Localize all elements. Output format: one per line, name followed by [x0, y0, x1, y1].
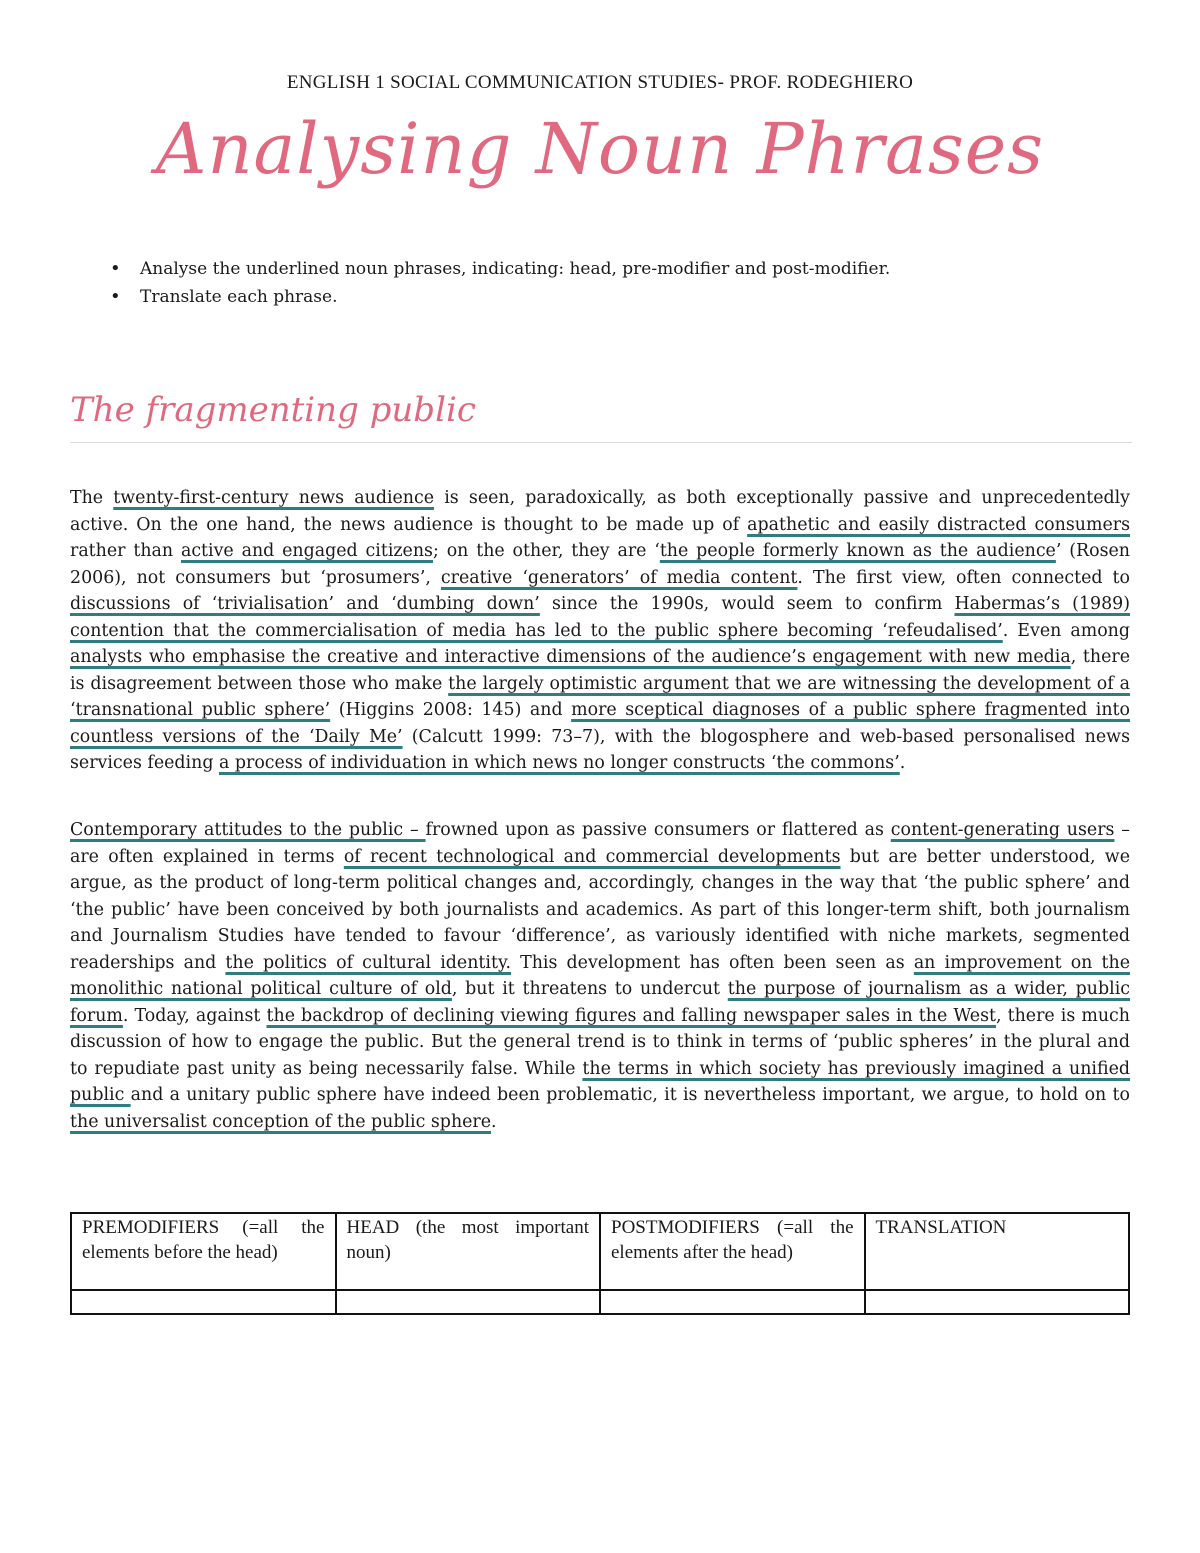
- paragraph-text: . The first view, often connected to: [797, 567, 1130, 588]
- instruction-item: • Translate each phrase.: [100, 283, 890, 311]
- paragraph-text: .: [899, 753, 906, 773]
- paragraph-text: , but it threatens to undercut: [451, 979, 728, 999]
- underlined-noun-phrase: the universalist conception of the public sphere: [70, 1111, 492, 1132]
- table-header-row: [71, 1213, 1129, 1290]
- underlined-noun-phrase: discussions of ‘trivialisation’ and ‘dumbing down’: [70, 594, 540, 614]
- underlined-noun-phrase: analysts who emphasise the creative and interactive dimensions of the audience’s engagement with new media: [70, 647, 1071, 667]
- underlined-noun-phrase: apathetic and easily distracted consumers: [747, 514, 1130, 535]
- page-title: Analysing Noun Phrases: [155, 108, 1045, 190]
- paragraph-text: This development has often been seen as: [510, 952, 914, 973]
- paragraph-text: – are often explained in terms: [70, 820, 1130, 867]
- paragraph-text: , there is disagreement between those who make: [70, 647, 1130, 694]
- underlined-noun-phrase: the terms in which society has previously imagined a unified public: [70, 1058, 1130, 1105]
- underlined-noun-phrase: twenty-first-century news audience: [113, 488, 435, 508]
- paragraph-text: . Even among: [1002, 620, 1130, 641]
- underlined-noun-phrase: the politics of cultural identity.: [225, 952, 511, 973]
- paragraph-text: but are better understood, we argue, as the product of long-term political changes and, accordingly, changes in the way that ‘the public sphere’ and ‘the public’ have been conceived by both journalists and academics. As part of this longer-term shift, both journalism and Journalism Studies have tended to favour ‘difference’, as variously identified with niche markets, segmented readerships and: [70, 846, 1130, 973]
- section-divider: [70, 442, 1132, 443]
- paragraph-text: and a unitary public sphere have indeed been problematic, it is nevertheless important, we argue, to hold on to: [130, 1085, 1131, 1105]
- instruction-item: • Analyse the underlined noun phrases, indicating: head, pre-modifier and post-modifier.: [100, 255, 890, 283]
- paragraph-text: is seen, paradoxically, as both exceptionally passive and unprecedentedly active. On the one hand, the news audience is thought to be made up of: [70, 488, 1131, 535]
- paragraph-text: ; on the other, they are ‘: [432, 541, 660, 561]
- cell-head[interactable]: [336, 1290, 601, 1314]
- paragraph-text: (Higgins 2008: 145) and: [330, 700, 572, 720]
- header-postmodifiers: POSTMODIFIERS (=all the elements after the head): [600, 1213, 865, 1290]
- table-row: [71, 1290, 1129, 1314]
- header-translation: TRANSLATION: [865, 1213, 1130, 1290]
- paragraph-text: .: [491, 1111, 497, 1132]
- underlined-noun-phrase: creative ‘generators’ of media content: [440, 567, 798, 588]
- underlined-noun-phrase: an improvement on the monolithic national political culture of old: [70, 952, 1130, 999]
- underlined-noun-phrase: Contemporary attitudes to the public –: [70, 820, 426, 840]
- underlined-noun-phrase: the backdrop of declining viewing figures and falling newspaper sales in the West: [266, 1005, 997, 1026]
- underlined-noun-phrase: the purpose of journalism as a wider, public forum: [70, 979, 1130, 1026]
- paragraph-text: (Calcutt 1999: 73–7), with the blogosphere and web-based personalised news services feeding: [70, 726, 1130, 773]
- paragraph-text: . Today, against: [122, 1005, 267, 1026]
- underlined-noun-phrase: content-generating users: [890, 820, 1115, 840]
- cell-postmodifiers[interactable]: [600, 1290, 865, 1314]
- paragraph-text: rather than: [70, 541, 181, 561]
- underlined-noun-phrase: more sceptical diagnoses of a public sphere fragmented into countless versions of the ‘Daily Me’: [70, 700, 1131, 747]
- underlined-noun-phrase: the people formerly known as the audience: [659, 541, 1056, 561]
- section-heading: The fragmenting public: [70, 390, 476, 430]
- underlined-noun-phrase: active and engaged citizens: [180, 541, 433, 561]
- underlined-noun-phrase: Habermas’s (1989) contention that the commercialisation of media has led to the public sphere becoming ‘refeudalised’: [70, 594, 1130, 641]
- header-premodifiers: PREMODIFIERS (=all the elements before the head): [71, 1213, 336, 1290]
- underlined-noun-phrase: of recent technological and commercial developments: [343, 846, 841, 867]
- underlined-noun-phrase: a process of individuation in which news no longer constructs ‘the commons’: [218, 753, 900, 773]
- paragraph-2: [70, 817, 1130, 1135]
- paragraph-1: [70, 485, 1130, 777]
- instructions-list: [100, 255, 890, 311]
- paragraph-text: , there is much discussion of how to engage the public. But the general trend is to think in terms of ‘public spheres’ in the plural and to repudiate past unity as being necessarily false. While: [70, 1005, 1130, 1079]
- paragraph-text: The: [70, 488, 114, 508]
- paragraph-text: frowned upon as passive consumers or flattered as: [425, 820, 891, 840]
- cell-translation[interactable]: [865, 1290, 1130, 1314]
- cell-premodifiers[interactable]: [71, 1290, 336, 1314]
- paragraph-text: since the 1990s, would seem to confirm: [539, 594, 955, 614]
- paragraph-text: ’ (Rosen 2006), not consumers but ‘prosumers’,: [70, 541, 1131, 588]
- analysis-table: [70, 1212, 1130, 1315]
- course-header: ENGLISH 1 SOCIAL COMMUNICATION STUDIES- PROF. RODEGHIERO: [286, 72, 914, 93]
- header-head: HEAD (the most important noun): [336, 1213, 601, 1290]
- underlined-noun-phrase: the largely optimistic argument that we are witnessing the development of a ‘transnational public sphere’: [70, 673, 1130, 720]
